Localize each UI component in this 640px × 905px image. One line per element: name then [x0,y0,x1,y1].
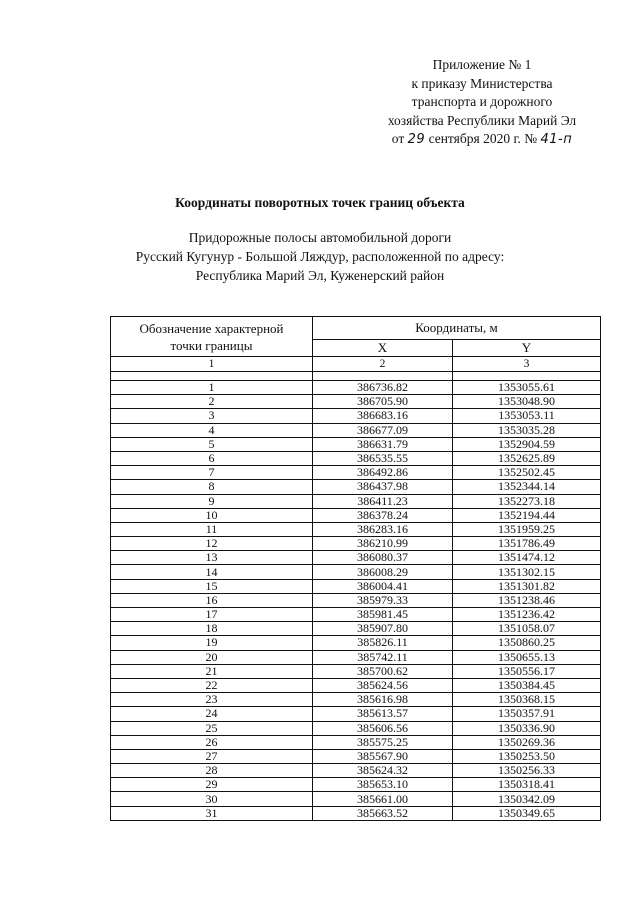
x-coordinate-cell: 385624.32 [313,764,453,778]
y-coordinate-cell: 1351236.42 [453,608,601,622]
y-coordinate-cell: 1352502.45 [453,466,601,480]
x-coordinate-cell: 386378.24 [313,508,453,522]
column-number-3: 3 [453,357,601,372]
y-coordinate-cell: 1350256.33 [453,764,601,778]
point-number-cell: 1 [111,381,313,395]
y-coordinate-cell: 1352344.14 [453,480,601,494]
y-coordinate-cell: 1350318.41 [453,778,601,792]
x-coordinate-cell: 385742.11 [313,650,453,664]
point-number-cell: 22 [111,678,313,692]
column-number-2: 2 [313,357,453,372]
coordinates-table [110,316,601,821]
x-coordinate-cell: 385826.11 [313,636,453,650]
x-coordinate-cell: 385653.10 [313,778,453,792]
table-row [111,693,601,707]
point-number-cell: 16 [111,593,313,607]
point-number-cell: 11 [111,522,313,536]
table-row [111,636,601,650]
y-coordinate-cell: 1352194.44 [453,508,601,522]
header-point-name [111,317,313,357]
table-row [111,451,601,465]
point-number-cell: 31 [111,806,313,820]
table-row [111,735,601,749]
subtitle-line-3: Республика Марий Эл, Куженерский район [195,268,445,283]
appendix-block [372,56,592,150]
point-number-cell: 30 [111,792,313,806]
x-coordinate-cell: 386705.90 [313,395,453,409]
table-row [111,508,601,522]
x-coordinate-cell: 386492.86 [313,466,453,480]
point-number-cell: 20 [111,650,313,664]
point-number-cell: 9 [111,494,313,508]
y-coordinate-cell: 1351786.49 [453,537,601,551]
y-coordinate-cell: 1351301.82 [453,579,601,593]
point-number-cell: 24 [111,707,313,721]
header-y: Y [453,340,601,357]
y-coordinate-cell: 1353048.90 [453,395,601,409]
table-row [111,749,601,763]
table-row [111,522,601,536]
table-row [111,579,601,593]
table-row [111,664,601,678]
y-coordinate-cell: 1353055.61 [453,381,601,395]
point-number-cell: 5 [111,437,313,451]
y-coordinate-cell: 1350253.50 [453,749,601,763]
x-coordinate-cell: 385606.56 [313,721,453,735]
header-x: X [313,340,453,357]
table-row [111,395,601,409]
table-row [111,466,601,480]
point-number-cell: 6 [111,451,313,465]
y-coordinate-cell: 1350269.36 [453,735,601,749]
point-number-cell: 21 [111,664,313,678]
x-coordinate-cell: 386004.41 [313,579,453,593]
table-row [111,764,601,778]
x-coordinate-cell: 385979.33 [313,593,453,607]
y-coordinate-cell: 1350384.45 [453,678,601,692]
x-coordinate-cell: 385663.52 [313,806,453,820]
subtitle-line-1: Придорожные полосы автомобильной дороги [188,230,452,245]
point-number-cell: 10 [111,508,313,522]
x-coordinate-cell: 386677.09 [313,423,453,437]
point-number-cell: 4 [111,423,313,437]
appendix-date-prefix: от [391,131,405,146]
table-row [111,678,601,692]
table-row [111,551,601,565]
y-coordinate-cell: 1352904.59 [453,437,601,451]
table-row [111,437,601,451]
table-row [111,806,601,820]
x-coordinate-cell: 386631.79 [313,437,453,451]
point-number-cell: 15 [111,579,313,593]
appendix-line-5 [372,130,592,150]
y-coordinate-cell: 1350655.13 [453,650,601,664]
appendix-line-4: хозяйства Республики Марий Эл [387,112,577,128]
y-coordinate-cell: 1350336.90 [453,721,601,735]
x-coordinate-cell: 386283.16 [313,522,453,536]
y-coordinate-cell: 1350342.09 [453,792,601,806]
table-column-numbers-row [111,357,601,372]
x-coordinate-cell: 385907.80 [313,622,453,636]
y-coordinate-cell: 1353053.11 [453,409,601,423]
table-row [111,608,601,622]
table-row [111,622,601,636]
table-row [111,537,601,551]
x-coordinate-cell: 385700.62 [313,664,453,678]
appendix-line-1: Приложение № 1 [432,57,532,72]
table-row [111,381,601,395]
x-coordinate-cell: 385575.25 [313,735,453,749]
y-coordinate-cell: 1351959.25 [453,522,601,536]
x-coordinate-cell: 386008.29 [313,565,453,579]
table-row [111,707,601,721]
table-row [111,480,601,494]
x-coordinate-cell: 386080.37 [313,551,453,565]
table-header-row [111,317,601,340]
point-number-cell: 29 [111,778,313,792]
header-coordinates: Координаты, м [313,317,601,340]
point-number-cell: 28 [111,764,313,778]
x-coordinate-cell: 385616.98 [313,693,453,707]
table-row [111,778,601,792]
point-number-cell: 7 [111,466,313,480]
x-coordinate-cell: 385981.45 [313,608,453,622]
document-title: Координаты поворотных точек границ объекта [175,195,465,210]
subtitle-line-2: Русский Кугунур - Большой Ляждур, расположенной по адресу: [135,249,505,264]
table-row [111,423,601,437]
table-row [111,409,601,423]
x-coordinate-cell: 386736.82 [313,381,453,395]
table-row [111,792,601,806]
x-coordinate-cell: 386535.55 [313,451,453,465]
table-row [111,494,601,508]
y-coordinate-cell: 1353035.28 [453,423,601,437]
x-coordinate-cell: 386210.99 [313,537,453,551]
y-coordinate-cell: 1350368.15 [453,693,601,707]
x-coordinate-cell: 386411.23 [313,494,453,508]
point-number-cell: 17 [111,608,313,622]
y-coordinate-cell: 1351474.12 [453,551,601,565]
y-coordinate-cell: 1350357.91 [453,707,601,721]
x-coordinate-cell: 386437.98 [313,480,453,494]
appendix-date-day: 29 [407,132,426,147]
column-number-1: 1 [111,357,313,372]
y-coordinate-cell: 1352273.18 [453,494,601,508]
y-coordinate-cell: 1351238.46 [453,593,601,607]
appendix-order-number: 41-п [540,132,573,147]
point-number-cell: 27 [111,749,313,763]
x-coordinate-cell: 385624.56 [313,678,453,692]
x-coordinate-cell: 385613.57 [313,707,453,721]
point-number-cell: 25 [111,721,313,735]
point-number-cell: 8 [111,480,313,494]
point-number-cell: 13 [111,551,313,565]
table-row [111,721,601,735]
y-coordinate-cell: 1350860.25 [453,636,601,650]
table-row [111,593,601,607]
point-number-cell: 18 [111,622,313,636]
x-coordinate-cell: 386683.16 [313,409,453,423]
x-coordinate-cell: 385661.00 [313,792,453,806]
table-row [111,565,601,579]
appendix-line-3: транспорта и дорожного [411,94,553,109]
y-coordinate-cell: 1351058.07 [453,622,601,636]
appendix-line-2: к приказу Министерства [411,75,553,91]
header-point-line-1: Обозначение характерной [139,320,284,336]
point-number-cell: 26 [111,735,313,749]
y-coordinate-cell: 1350556.17 [453,664,601,678]
y-coordinate-cell: 1350349.65 [453,806,601,820]
y-coordinate-cell: 1351302.15 [453,565,601,579]
table-row [111,650,601,664]
x-coordinate-cell: 385567.90 [313,749,453,763]
point-number-cell: 12 [111,537,313,551]
y-coordinate-cell: 1352625.89 [453,451,601,465]
header-point-line-2: точки границы [170,337,253,353]
appendix-date-middle: сентября 2020 г. № [428,131,538,146]
point-number-cell: 23 [111,693,313,707]
document-subtitle [0,228,640,285]
point-number-cell: 14 [111,565,313,579]
point-number-cell: 2 [111,395,313,409]
point-number-cell: 19 [111,636,313,650]
point-number-cell: 3 [111,409,313,423]
